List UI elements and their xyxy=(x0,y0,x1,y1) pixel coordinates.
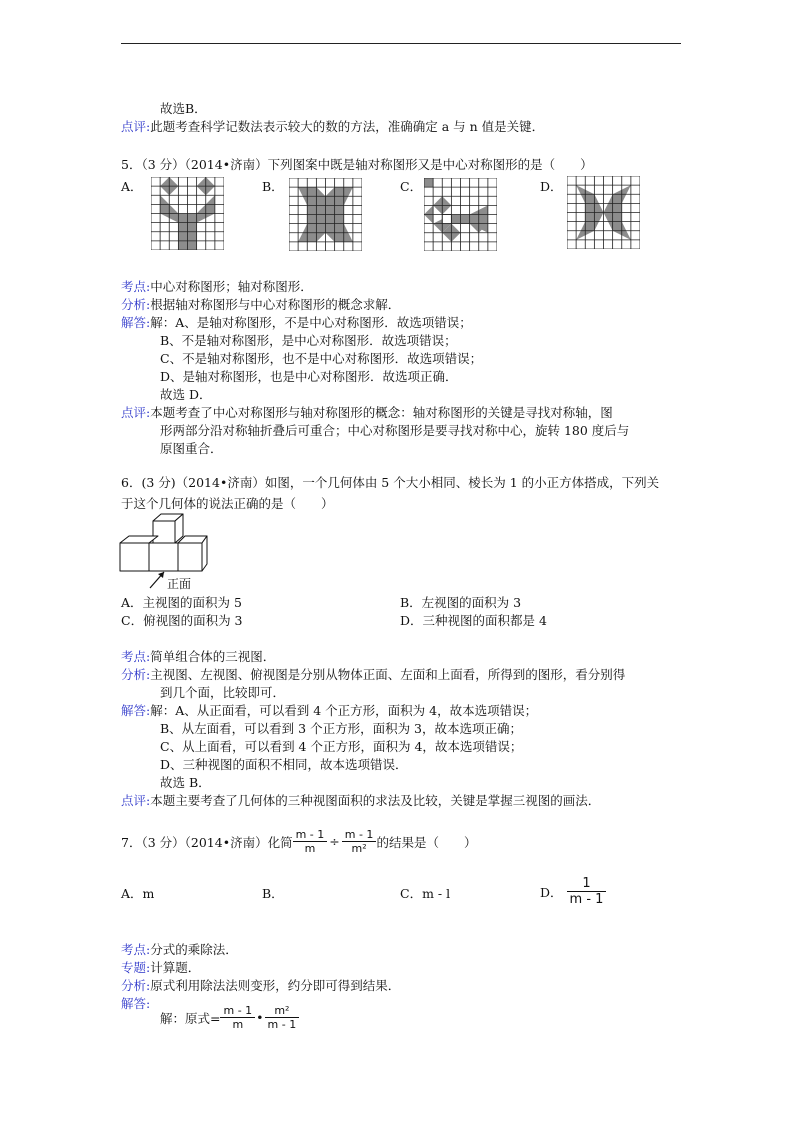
q5-figure-a xyxy=(151,177,224,250)
q5-dianping: 点评:本题考查了中心对称图形与轴对称图形的概念：轴对称图形的关键是寻找对称轴，图 xyxy=(121,405,613,420)
q7-option-b: B． xyxy=(262,886,284,901)
q5-jieda-line3: C、不是轴对称图形，也不是中心对称图形．故选项错误； xyxy=(160,351,483,366)
q5-option-a-label: A． xyxy=(121,179,143,194)
prev-conclusion: 故选B． xyxy=(160,101,207,116)
q7-solution-fraction-1: $\frac{m - 1}{m}$ xyxy=(220,1004,255,1031)
q7-option-a: A．m xyxy=(121,886,155,901)
q7-option-d-fraction: $\frac{1}{m - 1}$ xyxy=(567,876,607,907)
q5-jieda-line2: B、不是轴对称图形，是中心对称图形．故选项错误； xyxy=(160,333,457,348)
q6-jieda-line3: C、从上面看，可以看到 4 个正方形，面积为 4，故本选项错误； xyxy=(160,739,523,754)
q6-option-a: A．主视图的面积为 5 xyxy=(121,595,242,610)
q7-fraction-1: $\frac{m - 1}{m}$ xyxy=(293,828,328,855)
q6-front-label: 正面 xyxy=(167,577,192,591)
q7-fenxi: 分析:原式利用除法法则变形，约分即可得到结果． xyxy=(121,978,401,993)
q6-cube-figure xyxy=(118,510,210,590)
q5-option-b-label: B． xyxy=(262,179,284,194)
q7-solution: 解：原式= $\frac{m - 1}{m}$ • $\frac{\text{m²}}{m - 1}$ xyxy=(160,1004,299,1031)
header-rule xyxy=(121,43,681,44)
q6-jieda-line5: 故选 B． xyxy=(160,775,211,790)
q6-jieda-line4: D、三种视图的面积不相同，故本选项错误． xyxy=(160,757,408,772)
q6-option-d: D．三种视图的面积都是 4 xyxy=(400,613,547,628)
q5-jieda-line4: D、是轴对称图形，也是中心对称图形．故选项正确． xyxy=(160,369,458,384)
q5-kaodian: 考点:中心对称图形；轴对称图形． xyxy=(121,279,313,294)
q7-kaodian: 考点:分式的乘除法． xyxy=(121,942,238,957)
q7-fraction-2: $\frac{m - 1}{\text{m²}}$ xyxy=(342,828,377,855)
prev-comment: 点评:此题考查科学记数法表示较大的数的方法，准确确定 a 与 n 值是关键． xyxy=(121,119,545,134)
q5-figure-c xyxy=(424,178,497,251)
q6-dianping: 点评:本题主要考查了几何体的三种视图面积的求法及比较，关键是掌握三视图的画法． xyxy=(121,793,601,808)
q5-dianping-line2: 形两部分沿对称轴折叠后可重合；中心对称图形是要寻找对称中心，旋转 180 度后与 xyxy=(160,423,630,438)
q5-jieda-line5: 故选 D． xyxy=(160,387,212,402)
q6-kaodian: 考点:简单组合体的三视图． xyxy=(121,649,276,664)
q5-dianping-line3: 原图重合． xyxy=(160,441,223,456)
q6-jieda: 解答:解：A、从正面看，可以看到 4 个正方形，面积为 4，故本选项错误； xyxy=(121,703,538,718)
q7-zhuanti: 专题:计算题． xyxy=(121,960,201,975)
q6-option-b: B．左视图的面积为 3 xyxy=(400,595,522,610)
q5-fenxi: 分析:根据轴对称图形与中心对称图形的概念求解． xyxy=(121,297,401,312)
q7-stem: 7．（3 分）（2014•济南）化简 $\frac{m - 1}{m}$ ÷ $\frac{m - 1}{\text{m²}}$ 的结果是（ ） xyxy=(121,828,477,855)
q5-figure-b xyxy=(289,178,362,251)
q5-option-d-label: D． xyxy=(540,179,563,194)
q7-option-c: C．m - l xyxy=(400,886,451,901)
q6-fenxi-line2: 到几个面，比较即可． xyxy=(160,685,286,700)
q6-jieda-line2: B、从左面看，可以看到 3 个正方形，面积为 3，故本选项正确； xyxy=(160,721,523,736)
q5-stem: 5．（3 分）（2014•济南）下列图案中既是轴对称图形又是中心对称图形的是（ ） xyxy=(121,157,593,172)
q5-option-c-label: C． xyxy=(400,179,423,194)
q5-figure-d xyxy=(567,176,640,249)
q7-solution-fraction-2: $\frac{\text{m²}}{m - 1}$ xyxy=(265,1004,300,1031)
comment-tag: 点评: xyxy=(121,119,151,134)
q5-jieda: 解答:解：A、是轴对称图形，不是中心对称图形．故选项错误； xyxy=(121,315,472,330)
q6-option-c: C．俯视图的面积为 3 xyxy=(121,613,243,628)
q7-option-d: D． $\frac{1}{m - 1}$ xyxy=(540,876,606,907)
q6-stem-line2: 于这个几何体的说法正确的是（ ） xyxy=(121,496,334,511)
q6-fenxi: 分析:主视图、左视图、俯视图是分别从物体正面、左面和上面看，所得到的图形，看分别得 xyxy=(121,667,626,682)
q7-jieda: 解答: xyxy=(121,996,151,1011)
q6-stem-line1: 6．(3 分)（2014•济南）如图，一个几何体由 5 个大小相同、棱长为 1 的小正方体搭成，下列关 xyxy=(121,475,660,490)
